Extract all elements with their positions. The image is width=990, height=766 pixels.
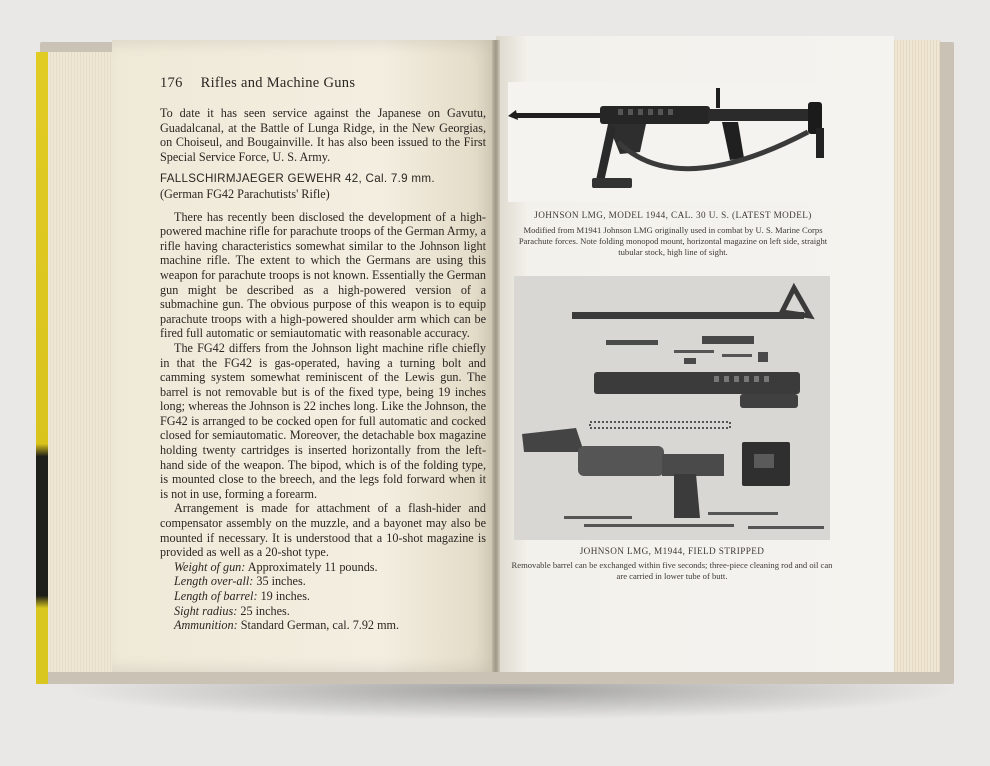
book-gutter <box>492 40 500 672</box>
page-number: 176 <box>160 75 183 91</box>
spec-value: 25 inches. <box>237 603 290 618</box>
photo-johnson-lmg-field-stripped <box>514 276 830 540</box>
caption-2 <box>510 546 834 582</box>
left-page-body <box>160 106 486 633</box>
spec-list <box>160 560 486 633</box>
section-heading: FALLSCHIRMJAEGER GEWEHR 42, Cal. 7.9 mm. <box>160 172 435 186</box>
spec-ammunition <box>174 618 486 633</box>
spec-length-overall <box>174 574 486 589</box>
field-stripped-parts-illustration <box>514 276 830 540</box>
spec-label: Ammunition: <box>174 618 238 633</box>
caption-1 <box>506 210 840 258</box>
caption-1-title: JOHNSON LMG, MODEL 1944, CAL. 30 U. S. (LATEST MODEL) <box>534 210 812 220</box>
caption-2-title: JOHNSON LMG, M1944, FIELD STRIPPED <box>579 546 765 556</box>
spec-value: Standard German, cal. 7.92 mm. <box>237 618 400 633</box>
right-page-edges <box>892 40 940 672</box>
spec-label: Length of barrel: <box>174 589 258 603</box>
spec-value: 19 inches. <box>257 589 310 603</box>
photo-johnson-lmg-assembled <box>508 82 836 202</box>
paragraph-2: The FG42 differs from the Johnson light machine rifle chiefly in that the FG42 is gas-operated, having a turning bolt and camming system somewhat reminiscent of the Lewis gun. The barrel is not removable but is of the fixed type, being 19 inches long; whereas the Johnson is 22 inches long. Like the Johnson, the FG42 is arranged to be cocked open for full automatic and cocked closed for semiautomatic. Moreover, the detachable box magazine holding twenty cartridges is inserted horizontally from the left-hand side of the weapon. The bipod, which is of the folding type, is mounted close to the breech, and the legs fold forward when it is not in use, forming a forearm. <box>160 340 486 501</box>
spec-value: Approximately 11 pounds. <box>245 559 378 574</box>
spec-value: 35 inches. <box>253 574 306 589</box>
spec-barrel-length <box>174 589 486 604</box>
paragraph-3: Arrangement is made for attachment of a flash-hider and compensator assembly on the muzzle, and a bayonet may also be mounted if necessary. It is understood that a 10-shot magazine is provided as well as a 20-shot type. <box>160 501 486 560</box>
spec-weight <box>174 560 486 575</box>
caption-2-body: Removable barrel can be exchanged within five seconds; three-piece cleaning rod and oil can are carried in lower tube of butt. <box>511 560 833 581</box>
caption-1-body: Modified from M1941 Johnson LMG originally used in combat by U. S. Marine Corps Parachute forces. Note folding monopod mount, horizontal magazine on left side, straight tubular stock, high line of sight. <box>518 225 828 257</box>
running-head-title: Rifles and Machine Guns <box>200 75 356 91</box>
section-subheading: (German FG42 Parachutists' Rifle) <box>160 186 330 201</box>
spec-label: Weight of gun: <box>174 559 246 574</box>
running-head <box>160 76 355 91</box>
dust-jacket-spine <box>36 52 48 684</box>
spec-label: Sight radius: <box>174 603 238 618</box>
spec-label: Length over-all: <box>174 574 254 589</box>
rifle-illustration <box>508 82 836 202</box>
intro-paragraph: To date it has seen service against the Japanese on Gavutu, Guadalcanal, at the Battle of Lunga Ridge, in the New Georgias, on Choiseul, and Bougainville. It has also been issued to the First Special Service Force, U. S. Army. <box>160 106 486 164</box>
left-page-edges <box>48 52 118 672</box>
spec-sight-radius <box>174 604 486 619</box>
paragraph-1: There has recently been disclosed the development of a high-powered machine rifle for parachute troops of the German Army, a rifle having characteristics somewhat similar to the Johnson light machine rifle. The extent to which the Germans are using this weapon for parachute troops is not known. Essentially the German gun might be described as a high-powered version of a submachine gun. The obvious purpose of this weapon is to equip parachute troops with a high-powered shoulder arm which can be fired full automatic or semiautomatic with reasonable accuracy. <box>160 209 486 341</box>
